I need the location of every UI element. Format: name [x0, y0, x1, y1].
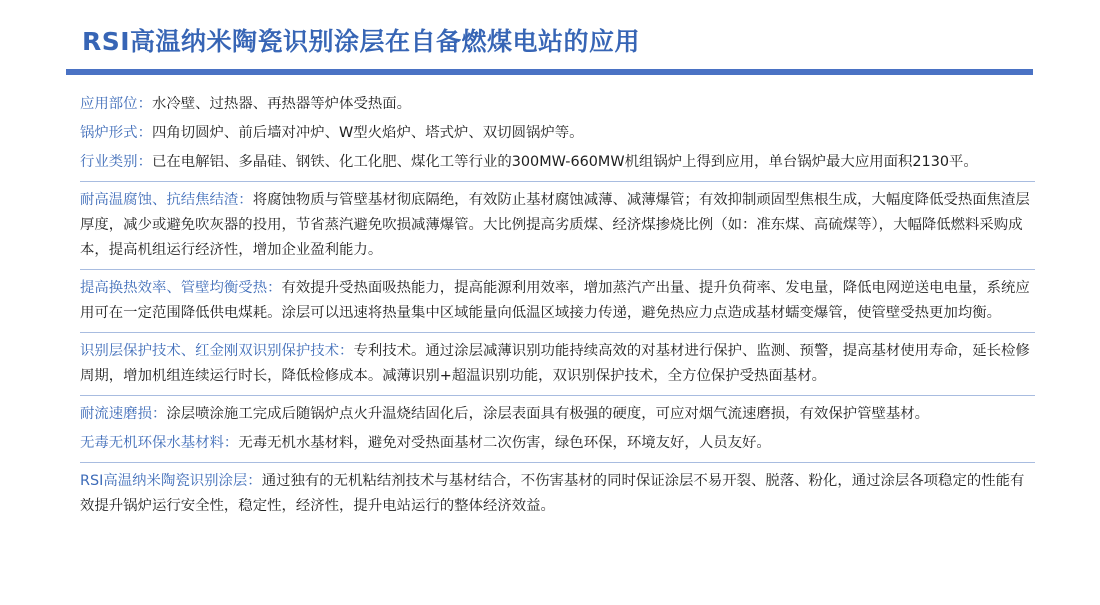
row-text: 已在电解铝、多晶硅、钢铁、化工化肥、煤化工等行业的300MW-660MW机组锅炉上得到应用，单台锅炉最大应用面积2130平。 — [151, 154, 978, 170]
section-identification-protection — [80, 339, 1035, 396]
row-boiler-type — [80, 121, 1035, 146]
row-label: 锅炉形式： — [80, 125, 152, 141]
section-basic-info — [80, 92, 1035, 182]
row-text: 专利技术。通过涂层减薄识别功能持续高效的对基材进行保护、监测、预警，提高基材使用寿命，延长检修周期，增加机组连续运行时长，降低检修成本。减薄识别+超温识别功能，双识别保护技术，全方位保护受热面基材。 — [80, 343, 1030, 384]
row-rsi-coating — [80, 469, 1035, 519]
row-label: 无毒无机环保水基材料： — [80, 435, 239, 451]
row-heat-transfer — [80, 276, 1035, 326]
row-application-site — [80, 92, 1035, 117]
row-text: 有效提升受热面吸热能力，提高能源利用效率，增加蒸汽产出量、提升负荷率、发电量，降低电网逆送电电量，系统应用可在一定范围降低供电煤耗。涂层可以迅速将热量集中区域能量向低温区域接力传递，避免热应力点造成基材蠕变爆管，使管壁受热更加均衡。 — [80, 280, 1030, 321]
row-text: 将腐蚀物质与管壁基材彻底隔绝，有效防止基材腐蚀减薄、减薄爆管；有效抑制顽固型焦根生成，大幅度降低受热面焦渣层厚度，减少或避免吹灰器的投用，节省蒸汽避免吹损减薄爆管。大比例提高劣质煤、经济煤掺烧比例（如：准东煤、高硫煤等），大幅降低燃料采购成本，提高机组运行经济性，增加企业盈利能力。 — [80, 192, 1030, 258]
row-label: RSI高温纳米陶瓷识别涂层： — [80, 473, 262, 489]
row-label: 耐流速磨损： — [80, 406, 167, 422]
row-text: 涂层喷涂施工完成后随锅炉点火升温烧结固化后，涂层表面具有极强的硬度，可应对烟气流速磨损，有效保护管壁基材。 — [166, 406, 930, 422]
row-label: 应用部位： — [80, 96, 152, 112]
row-label: 耐高温腐蚀、抗结焦结渣： — [80, 192, 253, 208]
row-label: 识别层保护技术、红金刚双识别保护技术： — [80, 343, 354, 359]
page-title: RSI高温纳米陶瓷识别涂层在自备燃煤电站的应用 — [82, 27, 641, 56]
row-industry — [80, 150, 1035, 175]
title-underline — [66, 69, 1033, 75]
row-wear-resistance — [80, 402, 1035, 427]
row-text: 水冷壁、过热器、再热器等炉体受热面。 — [151, 96, 412, 112]
row-label: 行业类别： — [80, 154, 152, 170]
content-area — [80, 92, 1035, 531]
row-text: 无毒无机水基材料，避免对受热面基材二次伤害，绿色环保，环境友好，人员友好。 — [238, 435, 771, 451]
row-text: 通过独有的无机粘结剂技术与基材结合，不伤害基材的同时保证涂层不易开裂、脱落、粉化，通过涂层各项稳定的性能有效提升锅炉运行安全性，稳定性，经济性，提升电站运行的整体经济效益。 — [80, 473, 1025, 514]
section-rsi-coating — [80, 469, 1035, 525]
section-wear-and-eco — [80, 402, 1035, 463]
row-label: 提高换热效率、管壁均衡受热： — [80, 280, 282, 296]
section-heat-transfer — [80, 276, 1035, 333]
row-eco-material — [80, 431, 1035, 456]
section-corrosion-resistance — [80, 188, 1035, 270]
row-text: 四角切圆炉、前后墙对冲炉、W型火焰炉、塔式炉、双切圆锅炉等。 — [151, 125, 584, 141]
row-corrosion — [80, 188, 1035, 263]
row-identification — [80, 339, 1035, 389]
